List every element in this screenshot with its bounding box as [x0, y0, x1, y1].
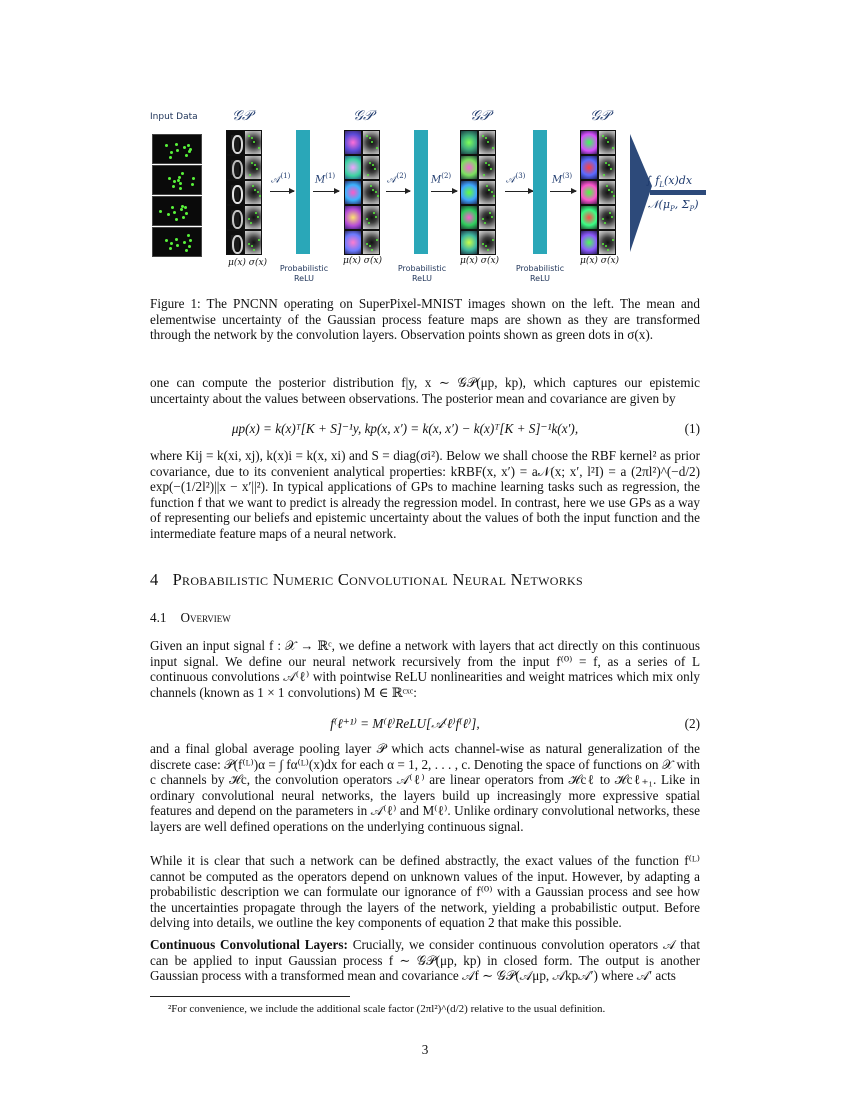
- arrow-a1: [270, 191, 294, 192]
- observation-dot: [371, 249, 373, 251]
- observation-dot: [250, 222, 252, 224]
- observation-dot: [493, 195, 495, 197]
- mean-feature-map-cell: [226, 130, 244, 155]
- sigma-feature-map-cell: [362, 230, 380, 255]
- observation-dot: [169, 247, 172, 250]
- arrow-m1: [313, 191, 339, 192]
- mean-feature-map-cell: [580, 180, 598, 205]
- observation-dot: [178, 176, 181, 179]
- figure-1: [148, 108, 708, 288]
- mean-feature-map-cell: [226, 155, 244, 180]
- observation-dot: [173, 180, 176, 183]
- mean-feature-map-cell: [580, 130, 598, 155]
- op-label-m3: $M^{(3)}$: [552, 172, 573, 186]
- relu-bar-3: [533, 130, 547, 254]
- relu-caption-2: Probabilistic ReLU: [397, 264, 447, 283]
- observation-dot: [192, 177, 195, 180]
- observation-dot: [603, 174, 605, 176]
- observation-dot: [179, 182, 182, 185]
- observation-dot: [613, 195, 615, 197]
- observation-dot: [371, 141, 373, 143]
- observation-dot: [611, 216, 613, 218]
- observation-dot: [172, 185, 175, 188]
- observation-dot: [490, 168, 492, 170]
- sigma-feature-map-cell: [244, 180, 262, 205]
- op-label-m2: $M^{(2)}$: [431, 172, 452, 186]
- observation-dot: [368, 222, 370, 224]
- mu-sigma-label-3: μ(x) σ(x): [460, 256, 500, 266]
- op-label-a2: 𝒜$^{(2)}$: [387, 172, 407, 186]
- mean-feature-map-cell: [460, 205, 478, 230]
- observation-dot: [376, 147, 378, 149]
- input-sample-1: [152, 134, 202, 164]
- observation-dot: [486, 185, 488, 187]
- output-normal-distribution: $𝒩(\mu_P$, $\Sigma_P$): [648, 198, 699, 214]
- observation-dot: [252, 185, 254, 187]
- observation-dot: [165, 239, 168, 242]
- observation-dot: [189, 148, 192, 151]
- op-label-m1: $M^{(1)}$: [315, 172, 336, 186]
- observation-dot: [602, 135, 604, 137]
- section-heading: 4 Probabilistic Numeric Convolutional Neural Networks: [150, 570, 583, 589]
- observation-dot: [376, 239, 378, 241]
- observation-dot: [184, 206, 187, 209]
- observation-dot: [487, 141, 489, 143]
- mean-feature-map-cell: [226, 180, 244, 205]
- mean-feature-map-cell: [226, 230, 244, 255]
- arrow-m3: [550, 191, 576, 192]
- relu-caption-1: Probabilistic ReLU: [279, 264, 329, 283]
- sigma-feature-map-cell: [598, 130, 616, 155]
- mu-sigma-label-4: μ(x) σ(x): [580, 256, 620, 266]
- page-number: 3: [421, 1042, 429, 1057]
- paragraph-network-definition: Given an input signal f : 𝒳 → ℝᶜ, we define a network with layers that act directly on this continuous input signal. We define our neural network recursively from the input f⁽⁰⁾ = f, as a series of L continuous convolutions 𝒜⁽ℓ⁾ with pointwise ReLU nonlinearities and weight matrices which mix only channels (known as 1 × 1 convolutions) M ∈ ℝᶜˣᶜ:: [150, 638, 700, 700]
- observation-dot: [492, 239, 494, 241]
- mean-feature-map-cell: [580, 205, 598, 230]
- observation-dot: [612, 147, 614, 149]
- input-sample-4: [152, 227, 202, 257]
- observation-dot: [258, 147, 260, 149]
- input-data-label: Input Data: [150, 112, 198, 122]
- observation-dot: [254, 164, 256, 166]
- sigma-feature-map-cell: [478, 155, 496, 180]
- feature-map-grid-layer-2: [460, 130, 496, 256]
- observation-dot: [175, 143, 178, 146]
- sigma-feature-map-cell: [478, 205, 496, 230]
- observation-dot: [187, 234, 190, 237]
- mean-feature-map-cell: [344, 230, 362, 255]
- observation-dot: [605, 137, 607, 139]
- paragraph-posterior: one can compute the posterior distribution f|y, x ∼ 𝒢𝒫(μp, kp), which captures our epistemic uncertainty about the values between observations. The posterior mean and covariance are given by: [150, 375, 700, 406]
- observation-dot: [369, 137, 371, 139]
- observation-dot: [257, 191, 259, 193]
- observation-dot: [482, 243, 484, 245]
- observation-dot: [611, 191, 613, 193]
- observation-dot: [171, 206, 174, 209]
- observation-dot: [491, 216, 493, 218]
- observation-dot: [258, 239, 260, 241]
- observation-dot: [602, 218, 604, 220]
- observation-dot: [492, 147, 494, 149]
- observation-dot: [375, 191, 377, 193]
- observation-dot: [176, 244, 179, 247]
- sigma-feature-map-cell: [362, 180, 380, 205]
- observation-dot: [608, 189, 610, 191]
- observation-dot: [482, 135, 484, 137]
- observation-dot: [249, 174, 251, 176]
- observation-dot: [370, 185, 372, 187]
- sigma-feature-map-cell: [478, 130, 496, 155]
- mean-feature-map-cell: [344, 130, 362, 155]
- observation-dot: [255, 212, 257, 214]
- observation-dot: [609, 212, 611, 214]
- equation-1: μp(x) = k(x)ᵀ[K + S]⁻¹y, kp(x, x′) = k(x, x′) − k(x)ᵀ[K + S]⁻¹k(x′), (1): [231, 421, 700, 436]
- observation-dot: [602, 243, 604, 245]
- op-label-a1: 𝒜$^{(1)}$: [271, 172, 291, 186]
- observation-dot: [606, 185, 608, 187]
- input-sample-3: [152, 196, 202, 226]
- observation-dot: [191, 183, 194, 186]
- sigma-feature-map-cell: [598, 230, 616, 255]
- equation-1-number: (1): [684, 421, 700, 436]
- observation-dot: [491, 191, 493, 193]
- sigma-feature-map-cell: [244, 230, 262, 255]
- arrow-a2: [386, 191, 410, 192]
- sigma-feature-map-cell: [244, 130, 262, 155]
- observation-dot: [251, 137, 253, 139]
- observation-dot: [487, 249, 489, 251]
- gp-label-2: 𝒢𝒫: [353, 108, 374, 124]
- observation-dot: [373, 212, 375, 214]
- observation-dot: [374, 168, 376, 170]
- sigma-feature-map-cell: [362, 155, 380, 180]
- gp-label-4: 𝒢𝒫: [590, 108, 611, 124]
- footnote: ²For convenience, we include the additional scale factor (2πl²)^(d/2) relative to the usual definition.: [168, 1003, 606, 1015]
- feature-map-grid-input: [226, 130, 262, 256]
- observation-dot: [185, 212, 188, 215]
- observation-dot: [167, 213, 170, 216]
- observation-dot: [484, 222, 486, 224]
- observation-dot: [176, 149, 179, 152]
- observation-dot: [605, 162, 607, 164]
- observation-dot: [185, 154, 188, 157]
- observation-dot: [165, 144, 168, 147]
- observation-dot: [170, 242, 173, 245]
- observation-dot: [485, 245, 487, 247]
- sigma-feature-map-cell: [478, 180, 496, 205]
- mean-feature-map-cell: [460, 230, 478, 255]
- mean-feature-map-cell: [460, 180, 478, 205]
- observation-dot: [175, 218, 178, 221]
- mean-feature-map-cell: [580, 155, 598, 180]
- observation-dot: [175, 238, 178, 241]
- observation-dot: [181, 205, 184, 208]
- subsection-heading: 4.1 Overview: [150, 610, 231, 625]
- observation-dot: [366, 243, 368, 245]
- mean-feature-map-cell: [344, 180, 362, 205]
- observation-dot: [607, 141, 609, 143]
- gp-label-1: 𝒢𝒫: [232, 108, 253, 124]
- observation-dot: [482, 218, 484, 220]
- observation-dot: [253, 141, 255, 143]
- equation-2: f⁽ℓ⁺¹⁾ = M⁽ℓ⁾ReLU[𝒜⁽ℓ⁾f⁽ℓ⁾], (2): [330, 716, 700, 731]
- observation-dot: [251, 245, 253, 247]
- mean-feature-map-cell: [460, 130, 478, 155]
- observation-dot: [168, 177, 171, 180]
- output-integral: ∫ $f_L(x)dx$: [646, 174, 693, 190]
- pooling-arrow: [626, 130, 708, 260]
- sigma-feature-map-cell: [244, 205, 262, 230]
- observation-dot: [180, 208, 183, 211]
- feature-map-grid-layer-3: [580, 130, 616, 256]
- observation-dot: [188, 245, 191, 248]
- sigma-feature-map-cell: [598, 205, 616, 230]
- sigma-feature-map-cell: [362, 130, 380, 155]
- observation-dot: [254, 189, 256, 191]
- observation-dot: [185, 249, 188, 252]
- paragraph-pooling: and a final global average pooling layer 𝒫 which acts channel-wise as natural generalization of the discrete case: 𝒫(f⁽ᴸ⁾)α = ∫ fα⁽ᴸ⁾(x)dx for each α = 1, 2, . . . , c. Denoting the space of functions on 𝒳 with c channels by ℋc, the convolution operators 𝒜⁽ℓ⁾ are linear operators from ℋcℓ to ℋcℓ₊₁. Like in ordinary convolutional neural networks, the layers build up increasingly more expressive spatial features and depend on the parameters in 𝒜⁽ℓ⁾ and M⁽ℓ⁾. Unlike ordinary convolutional networks, these layers are well defined operations on the underlying continuous signal.: [150, 741, 700, 834]
- observation-dot: [253, 249, 255, 251]
- observation-dot: [259, 195, 261, 197]
- mean-feature-map-cell: [344, 205, 362, 230]
- sigma-feature-map-cell: [362, 205, 380, 230]
- observation-dot: [604, 222, 606, 224]
- observation-dot: [183, 146, 186, 149]
- observation-dot: [251, 162, 253, 164]
- mean-feature-map-cell: [460, 155, 478, 180]
- observation-dot: [605, 245, 607, 247]
- observation-dot: [489, 212, 491, 214]
- observation-dot: [485, 137, 487, 139]
- observation-dot: [257, 216, 259, 218]
- observation-dot: [366, 218, 368, 220]
- observation-dot: [248, 243, 250, 245]
- relu-caption-3: Probabilistic ReLU: [515, 264, 565, 283]
- observation-dot: [248, 218, 250, 220]
- observation-dot: [610, 168, 612, 170]
- observation-dot: [367, 174, 369, 176]
- observation-dot: [177, 179, 180, 182]
- mean-feature-map-cell: [344, 155, 362, 180]
- observation-dot: [377, 195, 379, 197]
- input-sample-2: [152, 165, 202, 195]
- observation-dot: [369, 162, 371, 164]
- observation-dot: [485, 162, 487, 164]
- paragraph-continuous-conv: Continuous Convolutional Layers: Crucially, we consider continuous convolution operators 𝒜 that can be applied to input Gaussian process f ∼ 𝒢𝒫(μp, kp) in closed form. The output is another Gaussian process with a transformed mean and covariance 𝒜f ∼ 𝒢𝒫(𝒜μp, 𝒜kp𝒜′) where 𝒜′ acts: [150, 937, 701, 984]
- observation-dot: [612, 239, 614, 241]
- sigma-feature-map-cell: [598, 155, 616, 180]
- mean-feature-map-cell: [226, 205, 244, 230]
- observation-dot: [170, 151, 173, 154]
- observation-dot: [189, 239, 192, 242]
- op-label-a3: 𝒜$^{(3)}$: [506, 172, 526, 186]
- gp-label-3: 𝒢𝒫: [470, 108, 491, 124]
- observation-dot: [375, 216, 377, 218]
- observation-dot: [159, 210, 162, 213]
- figure-caption: Figure 1: The PNCNN operating on SuperPixel-MNIST images shown on the left. The mean and elementwise uncertainty of the Gaussian process feature maps are shown as they are transformed through the network by the convolution layers. Observation points shown as green dots in σ(x).: [150, 296, 700, 343]
- observation-dot: [187, 144, 190, 147]
- footnote-rule: [150, 996, 350, 997]
- continuous-conv-heading: Continuous Convolutional Layers:: [150, 937, 348, 952]
- observation-dot: [173, 211, 176, 214]
- relu-bar-2: [414, 130, 428, 254]
- sigma-feature-map-cell: [478, 230, 496, 255]
- arrow-a3: [505, 191, 533, 192]
- observation-dot: [369, 245, 371, 247]
- observation-dot: [181, 172, 184, 175]
- observation-dot: [182, 216, 185, 219]
- sigma-feature-map-cell: [244, 155, 262, 180]
- equation-2-number: (2): [684, 716, 700, 731]
- observation-dot: [607, 249, 609, 251]
- observation-dot: [248, 135, 250, 137]
- relu-bar-1: [296, 130, 310, 254]
- observation-dot: [179, 187, 182, 190]
- observation-dot: [169, 156, 172, 159]
- observation-dot: [483, 174, 485, 176]
- mu-sigma-label-1: μ(x) σ(x): [228, 258, 268, 268]
- mu-sigma-label-2: μ(x) σ(x): [343, 256, 383, 266]
- observation-dot: [608, 164, 610, 166]
- observation-dot: [488, 164, 490, 166]
- observation-dot: [372, 164, 374, 166]
- mean-feature-map-cell: [580, 230, 598, 255]
- arrow-m2: [431, 191, 457, 192]
- paragraph-uncertainty: While it is clear that such a network can be defined abstractly, the exact values of the function f⁽ᴸ⁾ cannot be computed as the operators depend on unknown values of the input. However, by adapting a probabilistic description we can formulate our ignorance of f⁽⁰⁾ with a Gaussian process and see how the uncertainties propagate through the layers of the network, yielding a probabilistic output. Before delving into details, we outline the key components of equation 2 that make this possible.: [150, 853, 700, 931]
- observation-dot: [488, 189, 490, 191]
- observation-dot: [183, 241, 186, 244]
- observation-dot: [372, 189, 374, 191]
- feature-map-grid-layer-1: [344, 130, 380, 256]
- observation-dot: [366, 135, 368, 137]
- observation-dot: [256, 168, 258, 170]
- paragraph-rbf: where Kij = k(xi, xj), k(x)i = k(x, xi) and S = diag(σi²). Below we shall choose the RBF kernel² as prior covariance, due to its convenient analytical properties: kRBF(x, x′) = a𝒩(x; x′, l²I) = a (2πl²)^(−d/2) exp(−(1/2l²)||x − x′||²). In typical applications of GPs to machine learning tasks such as regression, the function f that we want to predict is already the regression model. In contrast, here we use GPs as a way of representing our beliefs and epistemic uncertainty about the values of both the input function and the intermediate feature maps of a neural network.: [150, 448, 700, 541]
- sigma-feature-map-cell: [598, 180, 616, 205]
